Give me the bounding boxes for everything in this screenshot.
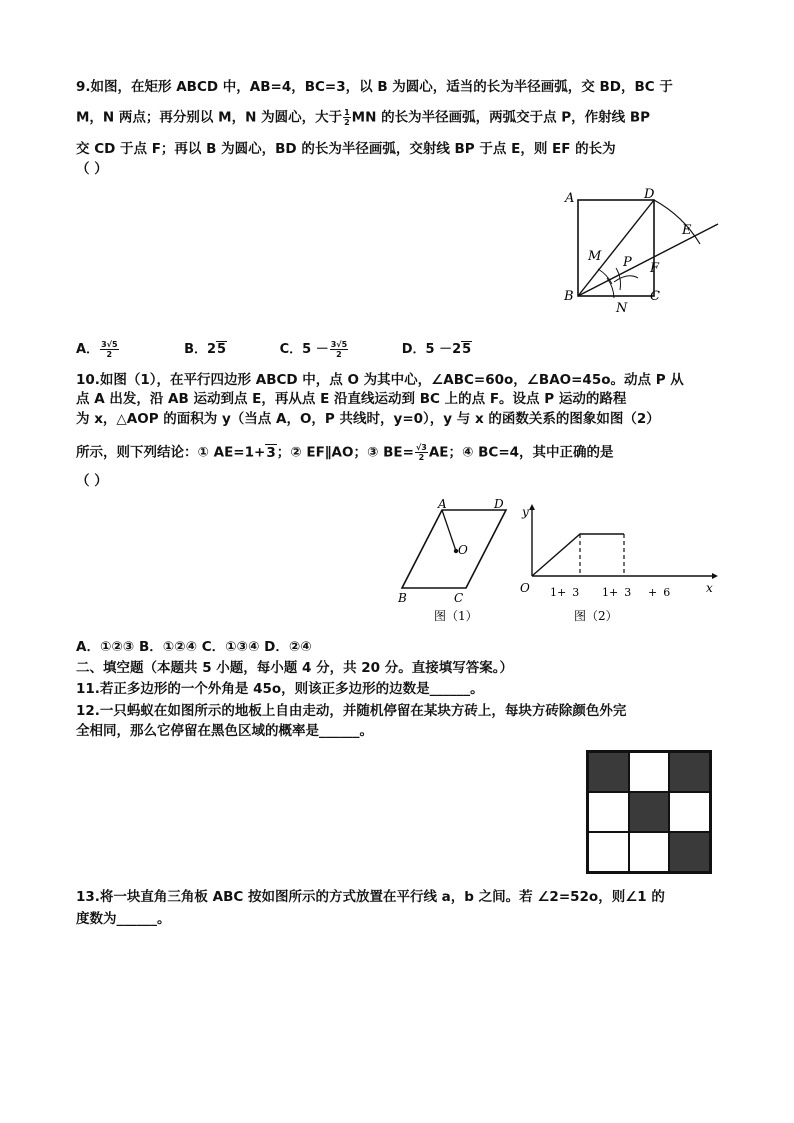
q9-line-2-a: M，N 两点；再分别以 M，N 为圆心，大于 — [76, 109, 343, 126]
q9-line-4: （ ） — [76, 161, 108, 177]
q9-line-3: 交 CD 于点 F；再以 B 为圆心，BD 的长为半径画弧，交射线 BP 于点 E，则 EF 的长为 — [76, 141, 616, 157]
light-tile — [629, 752, 670, 792]
q9-line-1: 9.如图，在矩形 ABCD 中，AB=4，BC=3，以 B 为圆心，适当的长为半径画弧，交 BD，BC 于 — [76, 79, 673, 95]
q10-fig1-label-c: C — [454, 591, 464, 605]
q12-line-1: 12.一只蚂蚁在如图所示的地板上自由走动，并随机停留在某块方砖上，每块方砖除颜色外完 — [76, 703, 627, 719]
dark-tile — [669, 832, 710, 872]
q10-fig2-tick-3: + 6 — [648, 586, 671, 599]
q13-line-1: 13.将一块直角三角板 ABC 按如图所示的方式放置在平行线 a，b 之间。若 ∠2=52o，则∠1 的 — [76, 889, 665, 905]
q9-label-a: A — [565, 191, 575, 206]
q10-line-4: 所示，则下列结论：① AE=1+3；② EF∥AO；③ BE= $\frac{√3}{2}$ AE；④ BC=4，其中正确的是 — [76, 443, 614, 462]
q10-fig2-label-x: x — [706, 581, 713, 595]
q12-line-2: 全相同，那么它停留在黑色区域的概率是______。 — [76, 723, 373, 739]
q9-label-f: F — [650, 261, 660, 276]
q10-line-5: （ ） — [76, 473, 108, 489]
q9-fraction-half: $\frac{1}{2}$ — [344, 108, 350, 127]
q10-figure-1 — [396, 496, 516, 626]
q10-fig1-label-d: D — [494, 497, 504, 511]
q10-fig2-caption: 图（2） — [574, 609, 618, 623]
q12-tile-grid — [586, 750, 712, 874]
q10-line-3: 为 x，△AOP 的面积为 y（当点 A，O，P 共线时，y=0），y 与 x 的函数关系的图象如图（2） — [76, 411, 660, 427]
q9-figure — [560, 186, 724, 320]
q11-line: 11.若正多边形的一个外角是 45o，则该正多边形的边数是______。 — [76, 681, 484, 697]
q9-label-p: P — [623, 255, 632, 270]
q9-label-n: N — [616, 301, 628, 316]
light-tile — [629, 832, 670, 872]
q10-fig2-label-y: y — [522, 505, 529, 519]
q10-line-2: 点 A 出发，沿 AB 运动到点 E，再从点 E 沿直线运动到 BC 上的点 F。设点 P 运动的路程 — [76, 391, 627, 407]
q10-options: A．①②③ B．①②④ C．①③④ D．②④ — [76, 639, 312, 655]
q10-fig2-tick-1: 1+ 3 — [550, 586, 580, 599]
dark-tile — [669, 752, 710, 792]
q10-fig2-tick-2: 1+ 3 — [602, 586, 632, 599]
dark-tile — [588, 752, 629, 792]
q9-line-2 — [76, 108, 650, 127]
q10-fig2-label-o: O — [520, 581, 530, 595]
q9-options: A． $\frac{3√5}{2}$ B．25 C．5 － $\frac{3√5}{2}$ D．5 －25 — [76, 340, 472, 359]
q10-fig1-caption: 图（1） — [434, 609, 478, 623]
dark-tile — [629, 792, 670, 832]
q9-label-c: C — [650, 289, 660, 304]
section-2-heading: 二、填空题（本题共 5 小题，每小题 4 分，共 20 分。直接填写答案。） — [76, 660, 514, 676]
light-tile — [588, 832, 629, 872]
q9-line-2-b: MN 的长为半径画弧，两弧交于点 P，作射线 BP — [351, 109, 651, 126]
light-tile — [588, 792, 629, 832]
q9-label-m: M — [588, 249, 602, 264]
q10-figure-2 — [512, 496, 718, 626]
q9-label-e: E — [682, 223, 692, 238]
q10-fig1-label-a: A — [438, 497, 447, 511]
q9-label-d: D — [644, 187, 655, 202]
q10-line-1: 10.如图（1），在平行四边形 ABCD 中，点 O 为其中心，∠ABC=60o，∠BAO=45o。动点 P 从 — [76, 372, 684, 388]
q13-line-2: 度数为______。 — [76, 911, 171, 927]
q9-label-b: B — [564, 289, 574, 304]
light-tile — [669, 792, 710, 832]
q10-fig1-label-o: O — [458, 543, 468, 557]
q10-fig1-label-b: B — [398, 591, 407, 605]
